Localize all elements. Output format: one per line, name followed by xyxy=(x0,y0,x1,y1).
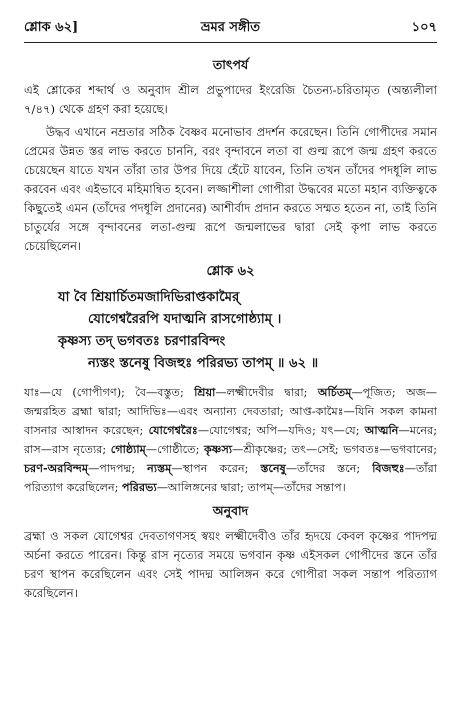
purport-paragraph-1: এই শ্লোকের শব্দার্থ ও অনুবাদ শ্রীল প্রভুপাদের ইংরেজি চৈতন্য-চরিতামৃত (অন্ত্যলীলা ৭/৪৭) থেকে গ্রহণ করা হয়েছে। xyxy=(24,83,437,116)
verse-line-4: ন্যস্তং স্তনেষু বিজহুঃ পরিরভ্য তাপম্ ॥ ৬২ ॥ xyxy=(88,356,319,371)
synonym-text: যাঃ—যে (গোপীগণ); বৈ—বস্তুত; xyxy=(24,386,195,399)
synonym-term: যোগেশ্বরৈঃ xyxy=(148,423,198,437)
synonym-term: কৃষ্ণস্য xyxy=(203,442,233,456)
verse-heading: শ্লোক ৬২ xyxy=(206,264,255,279)
synonym-text: —গোষ্ঠীতে; xyxy=(145,443,204,456)
header-rule xyxy=(24,42,437,43)
translation-heading: অনুবাদ xyxy=(212,503,249,518)
running-head xyxy=(24,18,437,40)
synonym-text: —পাদপদ্ম; xyxy=(88,462,148,475)
synonym-term: গোষ্ঠ্যাম্ xyxy=(110,442,146,456)
word-for-word-synonyms xyxy=(24,383,437,497)
synonym-text: —লক্ষ্মীদেবীর দ্বারা; xyxy=(215,386,318,399)
translation-text: ব্রহ্মা ও সকল যোগেশ্বর দেবতাগণসহ স্বয়ং লক্ষ্মীদেবীও তাঁর হৃদয়ে কেবল কৃষ্ণের পাদপদ্ম অর্চনা করতে পারেন। কিন্তু রাস নৃত্যের সময়ে ভগবান কৃষ্ণ এইসকল গোপীদের স্তনে তাঁর চরণ স্থাপন করেছিলেন এবং সেই পাদদ্ম আলিঙ্গন করে গোপীরা সকল সন্তাপ পরিত্যাগ করেছিলেন। xyxy=(24,529,437,600)
synonym-text: —যোগেশ্বর; অপি—যদিও; যৎ—যে; xyxy=(197,424,365,437)
synonym-term: শ্রিয়া xyxy=(194,385,216,399)
synonym-term: বিজহুঃ xyxy=(372,461,405,475)
synonym-text: —স্থাপন করেন; xyxy=(171,462,261,475)
synonym-term: চরণ-অরবিন্দম্ xyxy=(24,461,89,475)
synonym-text: —পূজিত; অজ—জন্মরহিত ব্রহ্মা দ্বারা; আদিভিঃ—এবং অন্যান্য দেবতারা; আপ্ত-কামৈঃ—যিনি সকল কামনা বাসনার আস্বাদন করেছেন; xyxy=(24,386,437,437)
verse-line-1: যা বৈ শ্রিয়ার্চিতমজাদিভিরাপ্তকামৈর্ xyxy=(58,290,240,305)
sanskrit-verse xyxy=(24,287,437,375)
synonym-text: —আলিঙ্গনের দ্বারা; তাপম্—তাঁদের সন্তাপ। xyxy=(156,481,346,494)
verse-line-2: যোগেশ্বরৈরপি যদাত্মনি রাসগোষ্ঠ্যাম্ । xyxy=(88,312,282,327)
verse-line-3: কৃষ্ণস্য তদ্ ভগবতঃ চরণারবিন্দং xyxy=(58,334,226,349)
chapter-title: ভ্রমর সঙ্গীত xyxy=(200,20,261,35)
purport-paragraph-2: উদ্ধব এখানে নম্রতার সঠিক বৈষ্ণব মনোভাব প্রদর্শন করেছেন। তিনি গোপীদের সমান প্রেমের উন্নত স্তর লাভ করতে চাননি, বরং বৃন্দাবনে লতা বা গুল্ম রূপে জন্ম গ্রহণ করতে চেয়েছেন যাতে যখন তাঁরা তার উপর দিয়ে হেঁটে যাবেন, তিনি তখন তাঁদের পদধূলি লাভ করবেন এবং এইভাবে মহিমান্বিত হবেন। লজ্জাশীলা গোপীরা উদ্ধবের মতো মহান ব্যক্তিত্বকে কিছুতেই এমন (তাঁদের পদধূলি প্রদানের) আশীর্বাদ প্রদান করতে সম্মত হতেন না, তাই তিনি চাতুর্যের সঙ্গে বৃন্দাবনের লতা-গুল্ম রূপে জন্মলাভের দ্বারা সেই কৃপা লাভ করতে চেয়েছিলেন। xyxy=(24,125,437,253)
page-number: ১০৭ xyxy=(411,20,437,35)
synonym-text: —তাঁদের স্তনে; xyxy=(285,462,373,475)
synonym-term: স্তনেষু xyxy=(260,461,286,475)
synonym-text: —মনের; রাস—রাস নৃত্যের; xyxy=(24,424,437,456)
synonym-term: আত্মনি xyxy=(364,423,399,437)
chapter-verse-ref: শ্লোক ৬২] xyxy=(24,20,79,35)
purport-heading: তাৎপর্য xyxy=(212,57,249,72)
synonym-text: —শ্রীকৃষ্ণের; তৎ—সেই; ভগবতঃ—ভগবানের; xyxy=(232,443,437,456)
synonym-text: —তাঁরা পরিত্যাগ করেছিলেন; xyxy=(24,462,437,494)
synonym-term: পরিরভ্য xyxy=(122,480,157,494)
synonym-term: ন্যস্তম্ xyxy=(147,461,172,475)
synonym-term: অর্চিতম্ xyxy=(317,385,352,399)
